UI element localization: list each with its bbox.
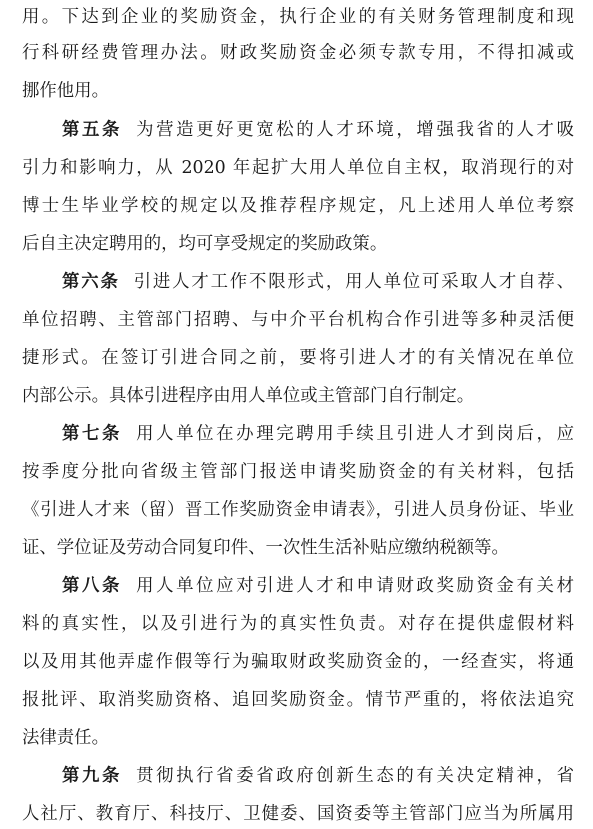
text-line: 单位招聘、主管部门招聘、与中介平台机构合作引进等多种灵活便 [22,310,574,330]
text-line: 贯彻执行省委省政府创新生态的有关决定精神，省 [136,766,574,786]
text-line: 后自主决定聘用的，均可享受规定的奖励政策。 [22,234,388,254]
text-line: 报批评、取消奖励资格、追回奖励资金。情节严重的，将依法追究 [22,690,574,710]
text-line: 引力和影响力，从 2020 年起扩大用人单位自主权，取消现行的对 [22,158,574,178]
text-line: 《引进人才来（留）晋工作奖励资金申请表》，引进人员身份证、毕业 [22,500,574,520]
article-heading: 第八条 [62,576,123,596]
article-line [62,571,574,601]
text-line: 用。下达到企业的奖励资金，执行企业的有关财务管理制度和现 [22,7,574,27]
article-line [62,761,574,791]
text-line: 内部公示。具体引进程序由用人单位或主管部门自行制定。 [22,386,475,406]
text-line: 用人单位应对引进人才和申请财政奖励资金有关材 [136,576,574,596]
text-line: 以及用其他弄虚作假等行为骗取财政奖励资金的，一经查实，将通 [22,652,574,672]
article-heading: 第五条 [62,120,123,140]
article-line [62,267,574,297]
article-heading: 第九条 [62,766,123,786]
text-line: 证、学位证及劳动合同复印件、一次性生活补贴应缴纳税额等。 [22,538,509,558]
article-line [62,115,574,145]
text-line: 博士生毕业学校的规定以及推荐程序规定，凡上述用人单位考察 [22,196,574,216]
text-line: 料的真实性，以及引进行为的真实性负责。对存在提供虚假材料 [22,614,574,634]
text-line: 引进人才工作不限形式，用人单位可采取人才自荐、 [133,272,574,292]
text-line: 按季度分批向省级主管部门报送申请奖励资金的有关材料，包括 [22,462,574,482]
text-line: 法律责任。 [22,728,109,748]
text-line: 为营造更好更宽松的人才环境，增强我省的人才吸 [136,120,574,140]
text-line: 挪作他用。 [22,81,109,101]
text-line: 捷形式。在签订引进合同之前，要将引进人才的有关情况在单位 [22,348,574,368]
article-heading: 第六条 [62,272,120,292]
article-heading: 第七条 [62,424,123,444]
article-line [62,419,574,449]
text-line: 用人单位在办理完聘用手续且引进人才到岗后，应 [136,424,574,444]
text-line: 人社厅、教育厅、科技厅、卫健委、国资委等主管部门应当为所属用 [22,804,574,824]
text-line: 行科研经费管理办法。财政奖励资金必须专款专用，不得扣减或 [22,43,574,63]
